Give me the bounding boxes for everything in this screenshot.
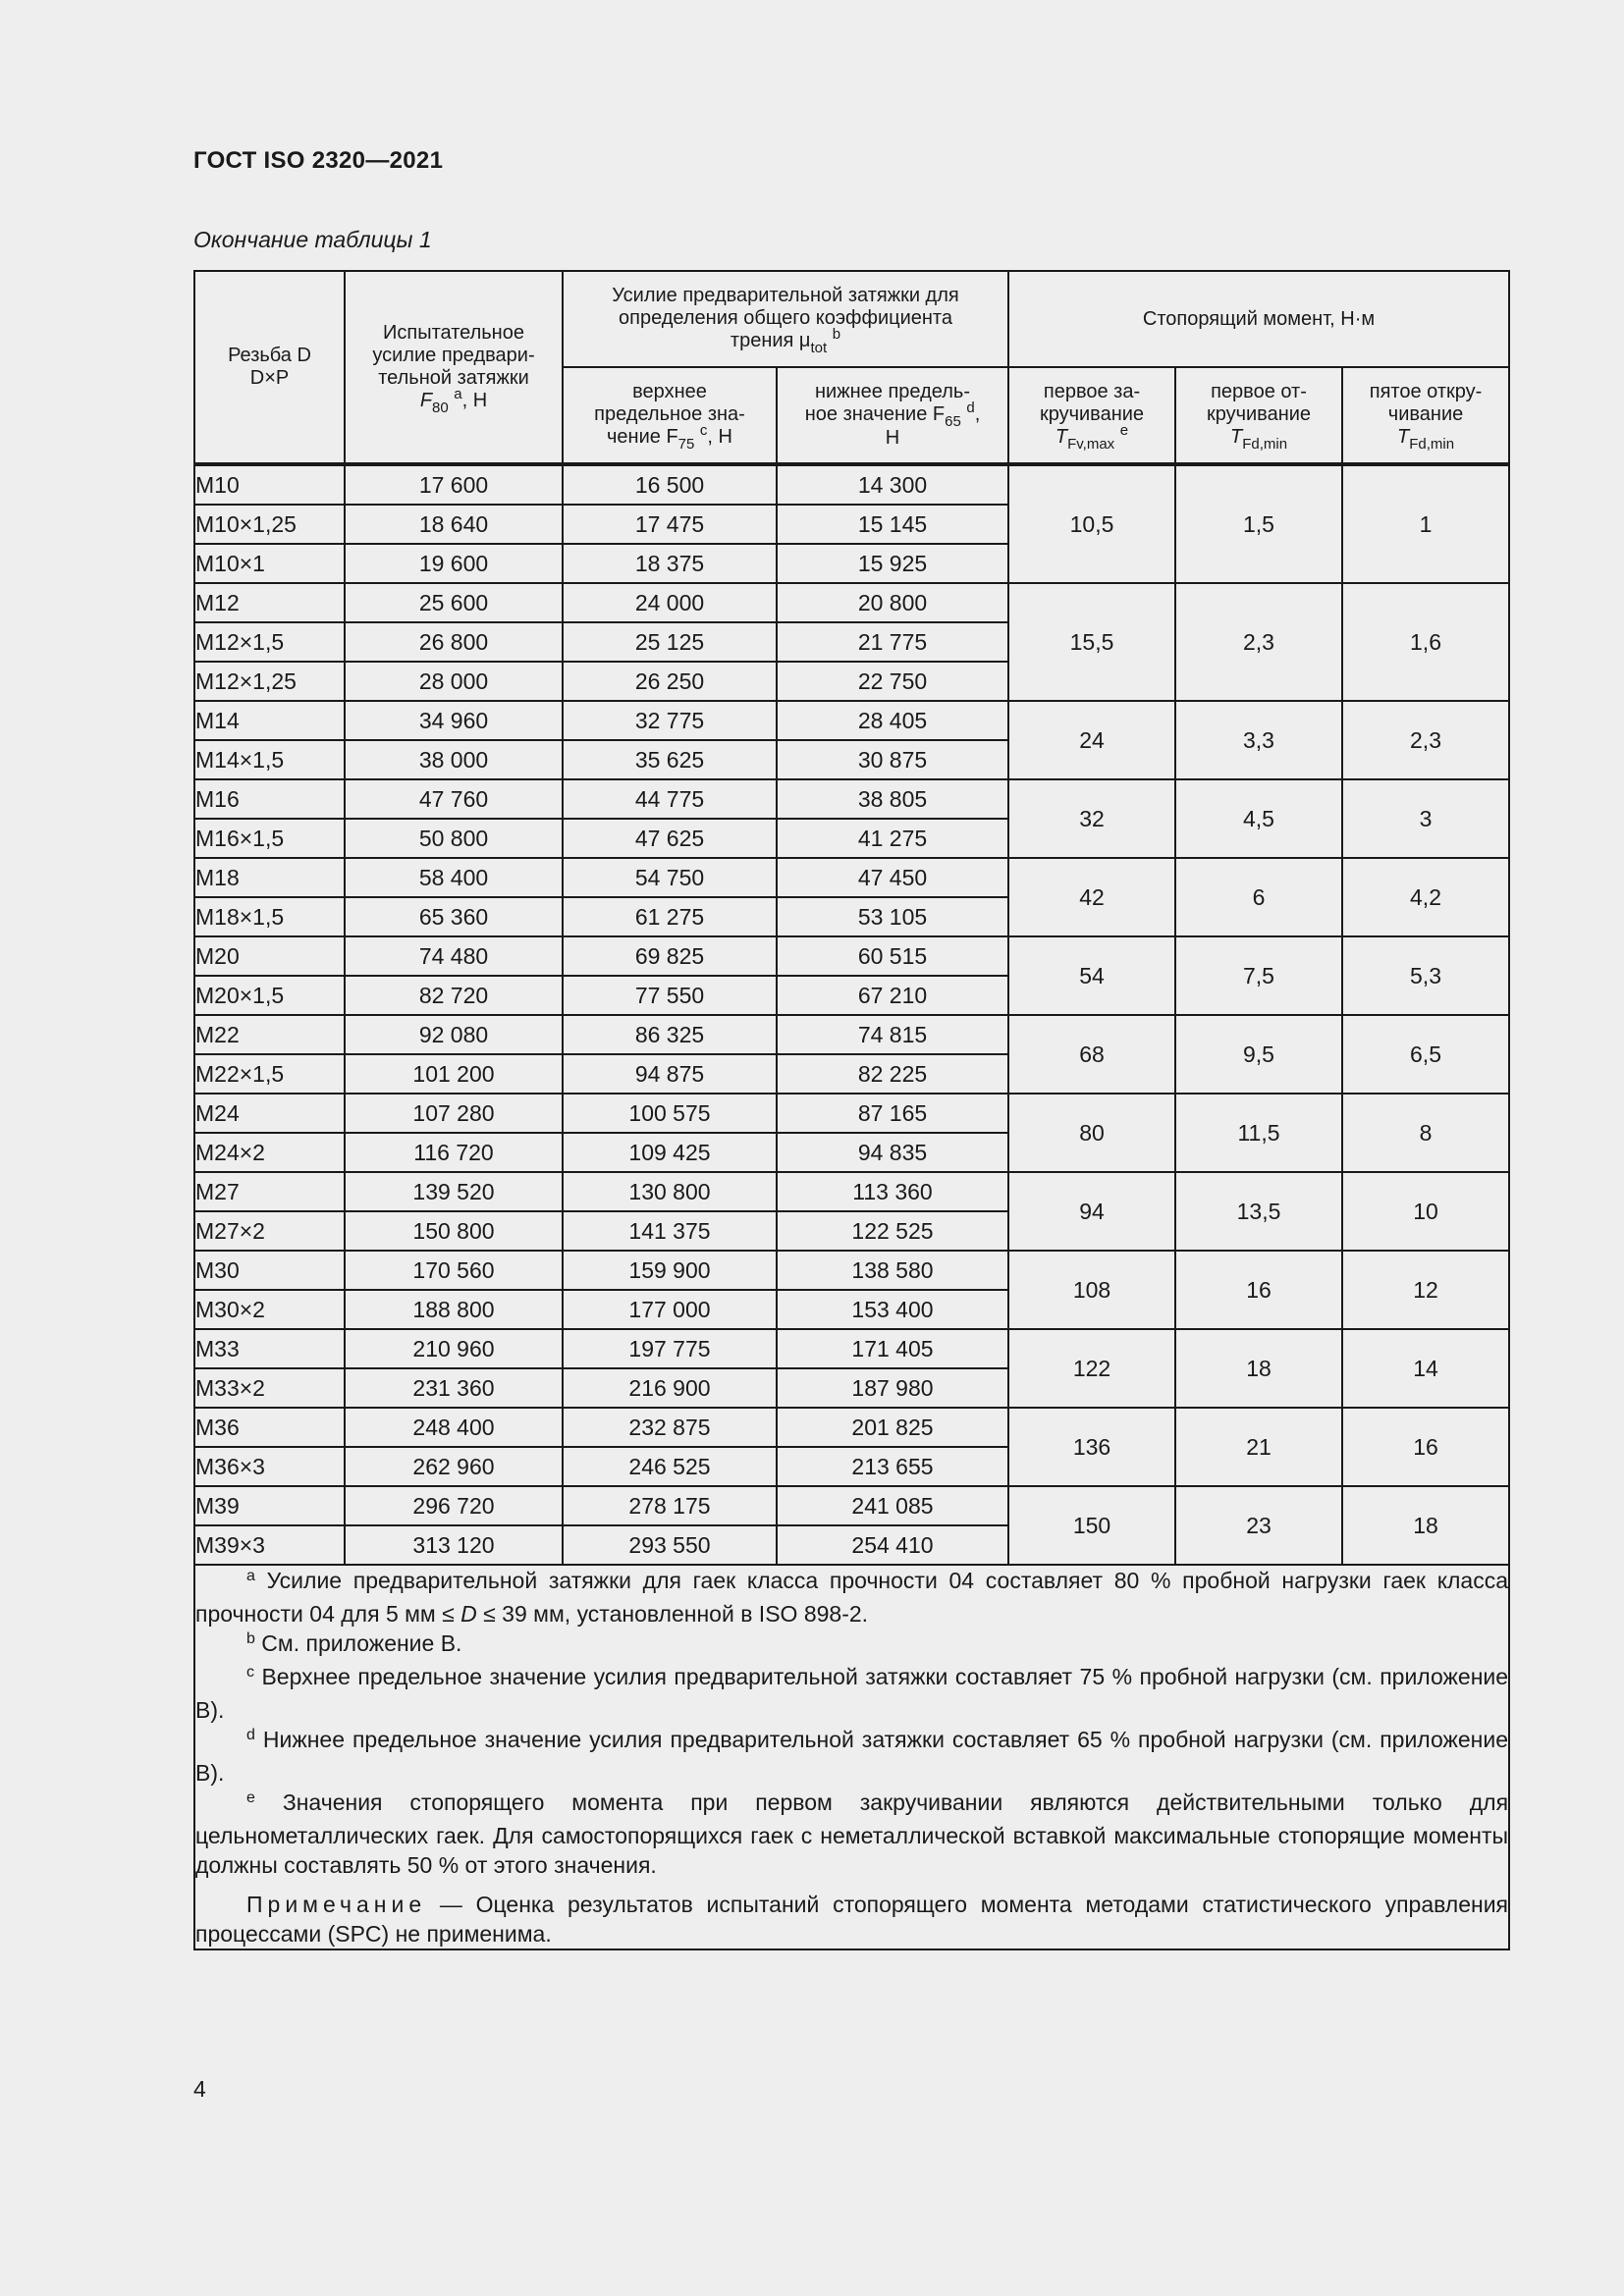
value-cell: 28 405 — [777, 701, 1008, 740]
header-text: первое от- — [1211, 381, 1307, 402]
value-cell: 60 515 — [777, 936, 1008, 976]
value-cell: 50 800 — [345, 819, 563, 858]
header-subscript: Fv,max — [1067, 436, 1115, 453]
value-cell: 210 960 — [345, 1329, 563, 1368]
value-cell: 17 600 — [345, 465, 563, 505]
footnote — [195, 1662, 1508, 1725]
torque-cell: 13,5 — [1175, 1172, 1342, 1251]
note-text: — Оценка результатов испытаний стопорящего момента методами статистического управления процессами (SPC) не применима. — [195, 1892, 1509, 1947]
value-cell: 116 720 — [345, 1133, 563, 1172]
value-cell: 254 410 — [777, 1525, 1008, 1565]
value-cell: 58 400 — [345, 858, 563, 897]
header-test-force — [345, 271, 563, 463]
value-cell: 109 425 — [563, 1133, 777, 1172]
header-text: усилие предвари- — [372, 344, 535, 366]
value-cell: 101 200 — [345, 1054, 563, 1094]
header-text: , Н — [461, 389, 488, 411]
footnote-variable: D — [460, 1601, 477, 1627]
torque-cell: 18 — [1342, 1486, 1509, 1565]
header-lower-limit — [777, 367, 1008, 463]
bolt-table — [193, 270, 1510, 1950]
torque-cell: 150 — [1008, 1486, 1175, 1565]
table-row — [194, 1408, 1509, 1447]
thread-cell: M18×1,5 — [194, 897, 345, 936]
value-cell: 216 900 — [563, 1368, 777, 1408]
value-cell: 82 720 — [345, 976, 563, 1015]
footnote-mark: e — [246, 1789, 255, 1806]
header-subscript: 75 — [677, 436, 695, 453]
value-cell: 25 600 — [345, 583, 563, 622]
header-text: определения общего коэффициента — [619, 307, 952, 329]
torque-cell: 122 — [1008, 1329, 1175, 1408]
thread-cell: M16 — [194, 779, 345, 819]
header-superscript: e — [1119, 422, 1129, 439]
value-cell: 26 250 — [563, 662, 777, 701]
value-cell: 74 815 — [777, 1015, 1008, 1054]
header-symbol: F — [419, 389, 433, 411]
header-text: тельной затяжки — [378, 366, 529, 389]
thread-cell: M10×1,25 — [194, 505, 345, 544]
value-cell: 87 165 — [777, 1094, 1008, 1133]
table-caption: Окончание таблицы 1 — [193, 227, 432, 252]
torque-cell: 6,5 — [1342, 1015, 1509, 1094]
table-row — [194, 1172, 1509, 1211]
torque-cell: 16 — [1342, 1408, 1509, 1486]
value-cell: 177 000 — [563, 1290, 777, 1329]
torque-cell: 7,5 — [1175, 936, 1342, 1015]
value-cell: 28 000 — [345, 662, 563, 701]
table-row — [194, 936, 1509, 976]
header-preload — [563, 271, 1008, 367]
header-text: верхнее — [632, 381, 707, 402]
value-cell: 100 575 — [563, 1094, 777, 1133]
header-subscript: Fd,min — [1409, 436, 1455, 453]
torque-cell: 5,3 — [1342, 936, 1509, 1015]
torque-cell: 1,5 — [1175, 465, 1342, 583]
value-cell: 41 275 — [777, 819, 1008, 858]
footnote-mark: b — [246, 1630, 255, 1647]
header-superscript: a — [454, 385, 462, 402]
value-cell: 232 875 — [563, 1408, 777, 1447]
value-cell: 92 080 — [345, 1015, 563, 1054]
thread-cell: M33×2 — [194, 1368, 345, 1408]
header-text: Испытательное — [383, 321, 524, 344]
thread-cell: M12 — [194, 583, 345, 622]
torque-cell: 11,5 — [1175, 1094, 1342, 1172]
value-cell: 150 800 — [345, 1211, 563, 1251]
value-cell: 20 800 — [777, 583, 1008, 622]
torque-cell: 108 — [1008, 1251, 1175, 1329]
thread-cell: M24 — [194, 1094, 345, 1133]
torque-cell: 12 — [1342, 1251, 1509, 1329]
value-cell: 15 925 — [777, 544, 1008, 583]
value-cell: 38 000 — [345, 740, 563, 779]
value-cell: 54 750 — [563, 858, 777, 897]
torque-cell: 1,6 — [1342, 583, 1509, 701]
value-cell: 296 720 — [345, 1486, 563, 1525]
table-row — [194, 779, 1509, 819]
torque-cell: 4,2 — [1342, 858, 1509, 936]
table-row — [194, 1094, 1509, 1133]
thread-cell: M27×2 — [194, 1211, 345, 1251]
thread-cell: M30 — [194, 1251, 345, 1290]
thread-cell: M24×2 — [194, 1133, 345, 1172]
value-cell: 241 085 — [777, 1486, 1008, 1525]
value-cell: 159 900 — [563, 1251, 777, 1290]
header-text: чивание — [1387, 403, 1464, 425]
note-label: Примечание — [246, 1892, 427, 1917]
footnote-text: Значения стопорящего момента при первом закручивании являются действительными только для цельнометаллических гаек. Для самостопорящихся гаек с неметаллической вставкой максимальные стопорящие моменты должны составлять 50 % от этого значения. — [195, 1789, 1509, 1878]
torque-cell: 6 — [1175, 858, 1342, 936]
header-text: кручивание — [1039, 403, 1145, 425]
thread-cell: M18 — [194, 858, 345, 897]
header-superscript: b — [832, 326, 841, 343]
torque-cell: 16 — [1175, 1251, 1342, 1329]
header-symbol: T — [1396, 426, 1410, 448]
header-subscript: 65 — [945, 413, 961, 430]
value-cell: 213 655 — [777, 1447, 1008, 1486]
value-cell: 86 325 — [563, 1015, 777, 1054]
document-title: ГОСТ ISO 2320—2021 — [193, 147, 444, 174]
page-number: 4 — [193, 2076, 206, 2102]
value-cell: 231 360 — [345, 1368, 563, 1408]
value-cell: 44 775 — [563, 779, 777, 819]
thread-cell: M36×3 — [194, 1447, 345, 1486]
value-cell: 17 475 — [563, 505, 777, 544]
header-upper-limit — [563, 367, 777, 463]
value-cell: 19 600 — [345, 544, 563, 583]
value-cell: 201 825 — [777, 1408, 1008, 1447]
thread-cell: M10×1 — [194, 544, 345, 583]
value-cell: 113 360 — [777, 1172, 1008, 1211]
value-cell: 15 145 — [777, 505, 1008, 544]
thread-cell: M12×1,5 — [194, 622, 345, 662]
value-cell: 18 640 — [345, 505, 563, 544]
footnote-mark: d — [246, 1727, 255, 1743]
value-cell: 197 775 — [563, 1329, 777, 1368]
header-text: D×P — [249, 367, 290, 389]
header-text: , — [974, 403, 981, 425]
footnote-mark: c — [246, 1664, 254, 1681]
table-row — [194, 1251, 1509, 1290]
thread-cell: M33 — [194, 1329, 345, 1368]
header-first-tightening — [1008, 367, 1175, 463]
header-fifth-loosening — [1342, 367, 1509, 463]
torque-cell: 1 — [1342, 465, 1509, 583]
torque-cell: 32 — [1008, 779, 1175, 858]
value-cell: 61 275 — [563, 897, 777, 936]
torque-cell: 3 — [1342, 779, 1509, 858]
torque-cell: 3,3 — [1175, 701, 1342, 779]
value-cell: 16 500 — [563, 465, 777, 505]
value-cell: 248 400 — [345, 1408, 563, 1447]
thread-cell: M30×2 — [194, 1290, 345, 1329]
value-cell: 65 360 — [345, 897, 563, 936]
table-row — [194, 701, 1509, 740]
thread-cell: M14×1,5 — [194, 740, 345, 779]
header-text: Усилие предварительной затяжки для — [612, 285, 959, 306]
table-row — [194, 858, 1509, 897]
footnote-mark: a — [246, 1568, 255, 1584]
value-cell: 107 280 — [345, 1094, 563, 1133]
torque-cell: 10,5 — [1008, 465, 1175, 583]
footnote-text: Нижнее предельное значение усилия предварительной затяжки составляет 65 % пробной нагрузки (см. приложение В). — [195, 1727, 1509, 1786]
torque-cell: 9,5 — [1175, 1015, 1342, 1094]
torque-cell: 68 — [1008, 1015, 1175, 1094]
header-symbol: T — [1055, 426, 1068, 448]
value-cell: 171 405 — [777, 1329, 1008, 1368]
header-text: предельное зна- — [594, 403, 745, 425]
value-cell: 130 800 — [563, 1172, 777, 1211]
footnote-list — [195, 1566, 1508, 1880]
footnotes-block — [194, 1565, 1509, 1949]
header-text: нижнее предель- — [815, 381, 970, 402]
footnote-text: Верхнее предельное значение усилия предварительной затяжки составляет 75 % пробной нагрузки (см. приложение В). — [195, 1664, 1509, 1723]
value-cell: 138 580 — [777, 1251, 1008, 1290]
value-cell: 34 960 — [345, 701, 563, 740]
thread-cell: M22 — [194, 1015, 345, 1054]
value-cell: 47 760 — [345, 779, 563, 819]
header-text: первое за- — [1043, 381, 1141, 402]
value-cell: 21 775 — [777, 622, 1008, 662]
value-cell: 30 875 — [777, 740, 1008, 779]
table-row — [194, 465, 1509, 505]
value-cell: 141 375 — [563, 1211, 777, 1251]
value-cell: 82 225 — [777, 1054, 1008, 1094]
value-cell: 139 520 — [345, 1172, 563, 1211]
header-superscript: c — [699, 422, 708, 439]
value-cell: 25 125 — [563, 622, 777, 662]
value-cell: 262 960 — [345, 1447, 563, 1486]
value-cell: 122 525 — [777, 1211, 1008, 1251]
value-cell: 170 560 — [345, 1251, 563, 1290]
value-cell: 14 300 — [777, 465, 1008, 505]
value-cell: 67 210 — [777, 976, 1008, 1015]
torque-cell: 80 — [1008, 1094, 1175, 1172]
value-cell: 246 525 — [563, 1447, 777, 1486]
torque-cell: 18 — [1175, 1329, 1342, 1408]
value-cell: 53 105 — [777, 897, 1008, 936]
header-text: Стопорящий момент, Н·м — [1142, 307, 1376, 330]
footnote-text: ≤ 39 мм, установленной в ISO 898-2. — [476, 1601, 869, 1627]
header-text: ное значение F — [804, 403, 946, 425]
footnote — [195, 1725, 1508, 1788]
value-cell: 69 825 — [563, 936, 777, 976]
value-cell: 77 550 — [563, 976, 777, 1015]
table-row — [194, 1015, 1509, 1054]
note-remark — [195, 1890, 1508, 1949]
header-text: кручивание — [1206, 403, 1312, 425]
value-cell: 313 120 — [345, 1525, 563, 1565]
header-symbol: T — [1229, 426, 1243, 448]
thread-cell: M36 — [194, 1408, 345, 1447]
value-cell: 188 800 — [345, 1290, 563, 1329]
thread-cell: M39 — [194, 1486, 345, 1525]
value-cell: 47 625 — [563, 819, 777, 858]
value-cell: 22 750 — [777, 662, 1008, 701]
thread-cell: M27 — [194, 1172, 345, 1211]
value-cell: 18 375 — [563, 544, 777, 583]
torque-cell: 2,3 — [1342, 701, 1509, 779]
torque-cell: 21 — [1175, 1408, 1342, 1486]
header-subscript: Fd,min — [1242, 436, 1288, 453]
value-cell: 187 980 — [777, 1368, 1008, 1408]
torque-cell: 42 — [1008, 858, 1175, 936]
value-cell: 74 480 — [345, 936, 563, 976]
value-cell: 26 800 — [345, 622, 563, 662]
torque-cell: 136 — [1008, 1408, 1175, 1486]
header-subscript: tot — [810, 340, 828, 356]
value-cell: 35 625 — [563, 740, 777, 779]
torque-cell: 15,5 — [1008, 583, 1175, 701]
value-cell: 24 000 — [563, 583, 777, 622]
footnote — [195, 1788, 1508, 1880]
torque-cell: 24 — [1008, 701, 1175, 779]
table-row — [194, 583, 1509, 622]
torque-cell: 23 — [1175, 1486, 1342, 1565]
thread-cell: M10 — [194, 465, 345, 505]
table-body — [194, 465, 1509, 1565]
thread-cell: M20×1,5 — [194, 976, 345, 1015]
header-thread — [194, 271, 345, 463]
value-cell: 32 775 — [563, 701, 777, 740]
header-subscript: 80 — [432, 399, 449, 416]
table-row — [194, 1329, 1509, 1368]
thread-cell: M39×3 — [194, 1525, 345, 1565]
torque-cell: 94 — [1008, 1172, 1175, 1251]
header-torque — [1008, 271, 1509, 367]
value-cell: 94 875 — [563, 1054, 777, 1094]
header-text: Н — [885, 427, 900, 449]
thread-cell: M12×1,25 — [194, 662, 345, 701]
header-first-loosening — [1175, 367, 1342, 463]
torque-cell: 8 — [1342, 1094, 1509, 1172]
footnote — [195, 1566, 1508, 1629]
header-text: Резьба D — [228, 345, 311, 366]
value-cell: 278 175 — [563, 1486, 777, 1525]
header-text: пятое откру- — [1369, 381, 1483, 402]
value-cell: 47 450 — [777, 858, 1008, 897]
thread-cell: M20 — [194, 936, 345, 976]
table-row — [194, 1486, 1509, 1525]
torque-cell: 54 — [1008, 936, 1175, 1015]
thread-cell: M14 — [194, 701, 345, 740]
value-cell: 293 550 — [563, 1525, 777, 1565]
header-text: , Н — [707, 426, 732, 448]
value-cell: 153 400 — [777, 1290, 1008, 1329]
value-cell: 94 835 — [777, 1133, 1008, 1172]
footnote — [195, 1629, 1508, 1662]
torque-cell: 4,5 — [1175, 779, 1342, 858]
footnote-text: См. приложение В. — [254, 1630, 462, 1656]
header-text: трения μ — [730, 330, 811, 351]
thread-cell: M16×1,5 — [194, 819, 345, 858]
table-header — [194, 271, 1509, 465]
torque-cell: 14 — [1342, 1329, 1509, 1408]
value-cell: 38 805 — [777, 779, 1008, 819]
footnote-text: Усилие предварительной затяжки для гаек класса прочности 04 составляет 80 % пробной нагрузки гаек класса прочности 04 для 5 мм ≤ — [195, 1568, 1509, 1627]
thread-cell: M22×1,5 — [194, 1054, 345, 1094]
torque-cell: 2,3 — [1175, 583, 1342, 701]
header-text: чение F — [607, 426, 678, 448]
header-superscript: d — [966, 400, 975, 416]
torque-cell: 10 — [1342, 1172, 1509, 1251]
